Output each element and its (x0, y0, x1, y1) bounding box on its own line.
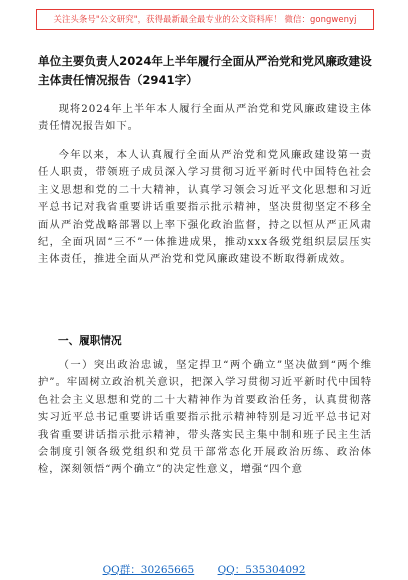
footer-contact (0, 562, 408, 577)
section-paragraph: （一）突出政治忠诚，坚定捍卫“两个确立”坚决做到“两个维护”。牢固树立政治机关意识，把深入学习贯彻习近平新时代中国特色社会主义思想和党的二十大精神作为首要政治任务，认真贯彻落实习近平总书记重要讲话重要指示批示精神特别是习近平总书记对我省重要讲话指示批示精神，带头落实民主集中制和班子民主生活会制度引领各级党组织和党员干部常态化开展政治历练、政治体检，深刻领悟“两个确立”的决定性意义，增强“四个意 (38, 359, 372, 476)
document-title: 单位主要负责人2024年上半年履行全面从严治党和党风廉政建设主体责任情况报告（2941字） (38, 54, 372, 87)
qq-group-link[interactable]: QQ群：30265665 (102, 564, 195, 576)
qq-contact-link[interactable]: QQ：535304092 (217, 564, 306, 576)
section-heading: 一、履职情况 (58, 335, 122, 347)
promo-banner: 关注头条号"公文研究"，获得最新最全最专业的公文资料库！ 微信：gongwenyj (36, 9, 374, 30)
intro-paragraph: 现将2024年上半年本人履行全面从严治党和党风廉政建设主体责任情况报告如下。 (38, 103, 372, 133)
summary-paragraph: 今年以来，本人认真履行全面从严治党和党风廉政建设第一责任人职责，带领班子成员深入学习贯彻习近平新时代中国特色社会主义思想和党的二十大精神，认真学习领会习近平文化思想和习近平总书记对我省重要讲话重要指示批示精神，坚决贯彻坚定不移全面从严治党战略部署以上率下强化政治监督，持之以恒从严正风肃纪，全面巩固“三不”一体推进成果，推动xxx各级党组织层层压实主体责任，推进全面从严治党和党风廉政建设不断取得新成效。 (38, 149, 372, 266)
